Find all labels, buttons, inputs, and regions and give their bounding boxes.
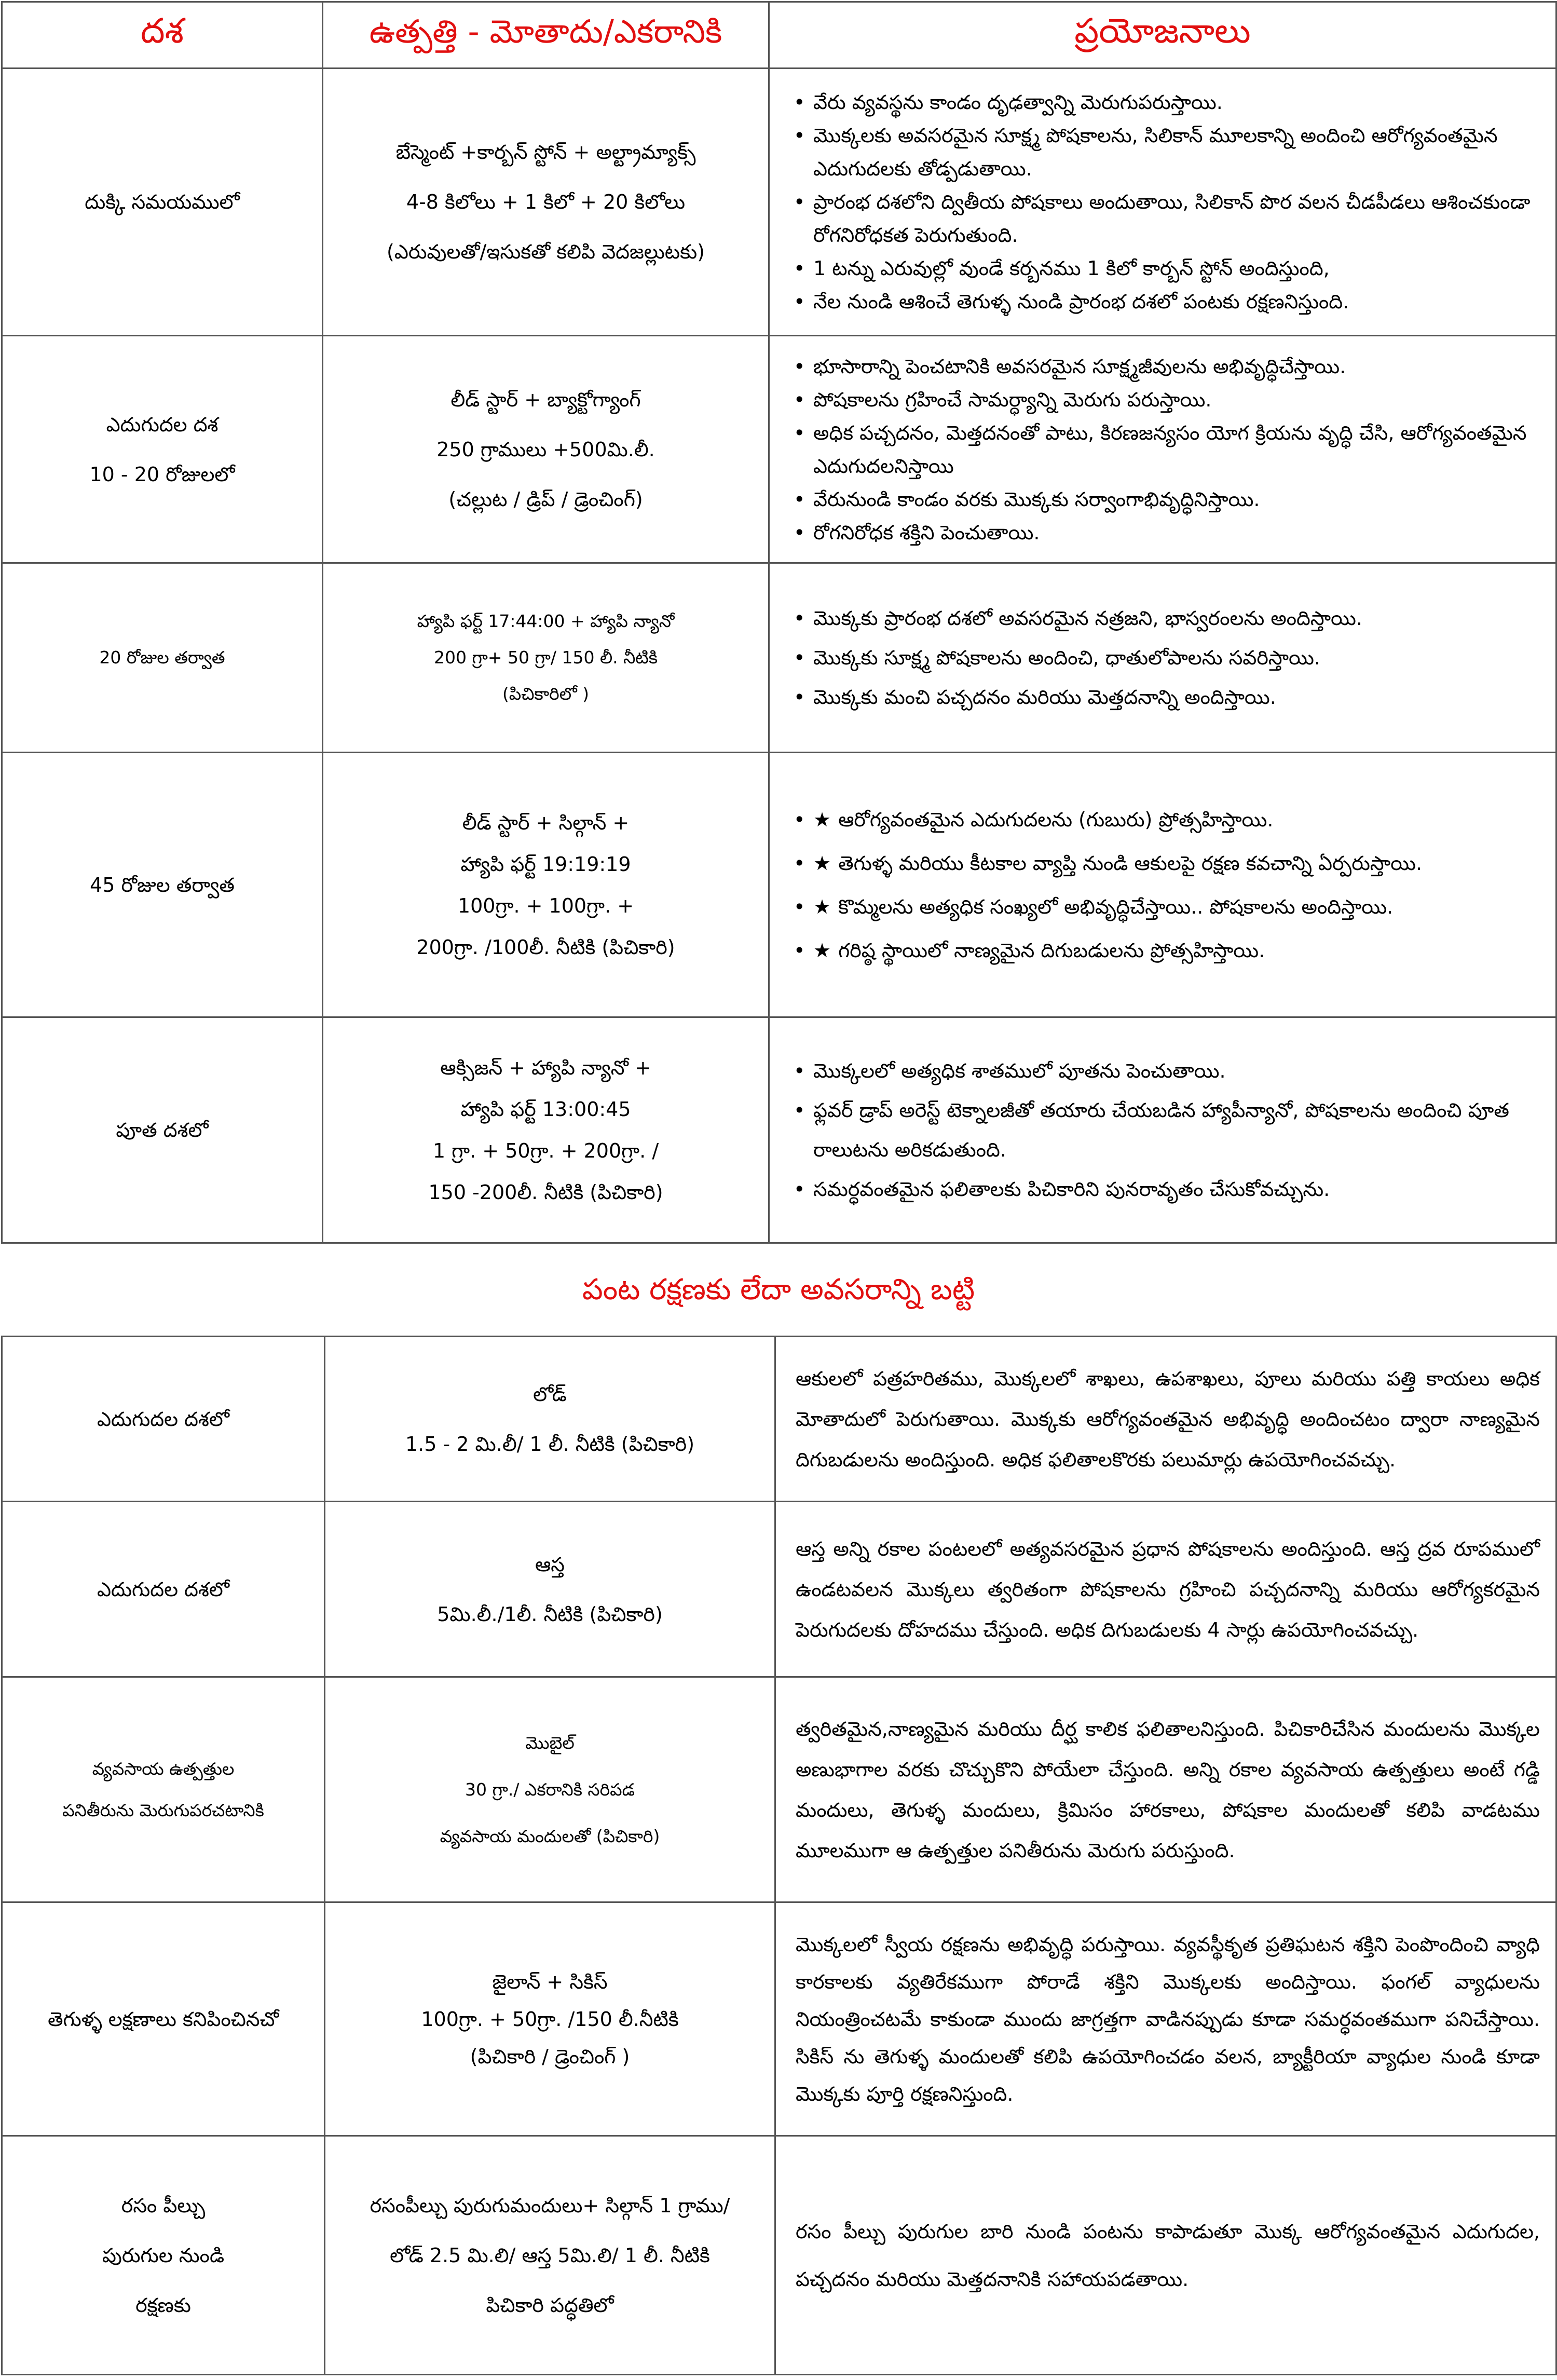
product-line: (ఎరువులతో/ఇసుకతో కలిపి వెదజల్లుటకు): [387, 240, 705, 263]
product-cell: [325, 1902, 775, 2136]
product-line: ఆస్త: [535, 1553, 565, 1576]
benefit-item: [790, 798, 1535, 841]
benefit-item: • ప్రారంభ దశలోని ద్వితీయ పోషకాలు అందుతాయి, సిలికాన్ పొర వలన చీడపీడలు ఆశించకుండా రోగనిరోధకత పెరుగుతుంది.: [790, 185, 1535, 252]
benefits-cell: [769, 1017, 1556, 1243]
benefit-item: • నేల నుండి ఆశించే తెగుళ్ళ నుండి ప్రారంభ దశలో పంటకు రక్షణనిస్తుంది.: [790, 285, 1535, 318]
star-icon: ★: [813, 851, 831, 875]
stage-line: ఎదుగుదల దశలో: [97, 1407, 229, 1431]
stage-line: తెగుళ్ళ లక్షణాలు కనిపించినచో: [47, 2007, 279, 2031]
benefit-item: • మొక్కలలో అత్యధిక శాతములో పూతను పెంచుతాయి.: [790, 1051, 1535, 1091]
product-line: 30 గ్రా./ ఎకరానికి సరిపడ: [465, 1779, 635, 1800]
product-cell: [325, 1337, 775, 1502]
product-line: 200గ్రా. /100లీ. నీటికి (పిచికారి): [416, 935, 675, 959]
benefit-item: • మొక్కకు మంచి పచ్చదనం మరియు మెత్తదనాన్ని అందిస్తాయి.: [790, 677, 1535, 717]
benefits-list: [790, 350, 1535, 549]
benefit-item: • పోషకాలను గ్రహించే సామర్ధ్యాన్ని మెరుగు పరుస్తాయి.: [790, 383, 1535, 416]
product-line: రసంపీల్చు పురుగుమందులు+ సిల్గాన్ 1 గ్రాము/: [370, 2194, 730, 2217]
table-row: [2, 1017, 1556, 1243]
product-cell: [325, 1677, 775, 1902]
benefits-list: [790, 1051, 1535, 1209]
benefit-item: • రోగనిరోధక శక్తిని పెంచుతాయి.: [790, 516, 1535, 549]
stage-line: రసం పీల్చు: [121, 2194, 206, 2217]
benefit-item: • భూసారాన్ని పెంచటానికి అవసరమైన సూక్ష్మజీవులను అభివృద్ధిచేస్తాయి.: [790, 350, 1535, 383]
section-title-crop-protection: పంట రక్షణకు లేదా అవసరాన్ని బట్టి: [582, 1273, 975, 1307]
benefits-cell: [769, 563, 1556, 753]
star-icon: ★: [813, 808, 831, 831]
header-stage: దశ: [2, 2, 323, 69]
product-line: బేస్మెంట్ +కార్బన్ స్టోన్ + అల్ట్రామ్యాక్స్: [395, 141, 696, 164]
product-line: లోడ్ 2.5 మి.లి/ ఆస్త 5మి.లి/ 1 లీ. నీటికి: [390, 2243, 710, 2267]
stage-line: వ్యవసాయ ఉత్పత్తుల: [92, 1758, 235, 1779]
table-row: [2, 69, 1556, 336]
stage-cell: [2, 1337, 325, 1502]
stage-cell: [2, 1017, 323, 1243]
stage-line: పురుగుల నుండి: [102, 2243, 225, 2267]
benefits-cell: [769, 753, 1556, 1017]
stage-line: రక్షణకు: [135, 2293, 191, 2317]
product-line: 5మి.లీ./1లీ. నీటికి (పిచికారి): [437, 1602, 663, 1626]
description-cell: త్వరితమైన,నాణ్యమైన మరియు దీర్ఘ కాలిక ఫలితాలనిస్తుంది. పిచికారిచేసిన మందులను మొక్కల అణుభాగాల వరకు చొచ్చుకొని పోయేలా చేస్తుంది. అన్ని రకాల వ్యవసాయ ఉత్పత్తులు అంటే గడ్డి మందులు, తెగుళ్ళ మందులు, క్రిమిసం హారకాలు, పోషకాల మందులతో కలిపి వాడటము మూలముగా ఆ ఉత్పత్తుల పనితీరును మెరుగు పరుస్తుంది.: [775, 1677, 1556, 1902]
benefit-item: • 1 టన్ను ఎరువుల్లో వుండే కర్బనము 1 కిలో కార్బన్ స్టోన్ అందిస్తుంది,: [790, 252, 1535, 285]
product-line: హ్యాపి ఫర్ట్ 17:44:00 + హ్యాపి న్యానో: [417, 611, 675, 631]
product-line: (చల్లుట / డ్రిప్ / డ్రెంచింగ్): [448, 487, 643, 511]
product-line: హ్యాపి ఫర్ట్ 13:00:45: [460, 1098, 631, 1121]
stage-line: పూత దశలో: [116, 1119, 209, 1141]
product-line: పిచికారి పద్ధతిలో: [486, 2293, 614, 2317]
description-cell: ఆకులలో పత్రహరితము, మొక్కలలో శాఖలు, ఉపశాఖలు, పూలు మరియు పత్తి కాయలు అధిక మోతాదులో పెరుగుతాయి. మొక్కకు ఆరోగ్యవంతమైన అభివృద్ధి అందించటం ద్వారా నాణ్యమైన దిగుబడులను అందిస్తుంది. అధిక ఫలితాలకొరకు పలుమార్లు ఉపయోగించవచ్చు.: [775, 1337, 1556, 1502]
product-line: 1.5 - 2 మి.లీ/ 1 లీ. నీటికి (పిచికారి): [405, 1432, 695, 1456]
description-cell: మొక్కలలో స్వీయ రక్షణను అభివృద్ధి పరుస్తాయి. వ్యవస్థీకృత ప్రతిఘటన శక్తిని పెంపొందించి వ్యాధి కారకాలకు వ్యతిరేకముగా పోరాడే శక్తిని మొక్కలకు అందిస్తాయి. ఫంగల్ వ్యాధులను నియంత్రించటమే కాకుండా ముందు జాగ్రత్తగా వాడినప్పుడు కూడా సమర్ధవంతముగా పనిచేస్తాయి. సికిస్ ను తెగుళ్ళ మందులతో కలిపి ఉపయోగించడం వలన, బ్యాక్టీరియా వ్యాధుల నుండి కూడా మొక్కకు పూర్తి రక్షణనిస్తుంది.: [775, 1902, 1556, 2136]
star-icon: ★: [813, 895, 831, 918]
description-cell: రసం పీల్చు పురుగుల బారి నుండి పంటను కాపాడుతూ మొక్క ఆరోగ్యవంతమైన ఎదుగుదల, పచ్చదనం మరియు మెత్తదనానికి సహాయపడతాయి.: [775, 2136, 1556, 2375]
product-cell: [323, 753, 769, 1017]
stage-line: 45 రోజుల తర్వాత: [90, 873, 235, 896]
benefit-item: • మొక్కకు సూక్ష్మ పోషకాలను అందించి, ధాతులోపాలను సవరిస్తాయి.: [790, 638, 1535, 677]
table-row: [2, 753, 1556, 1017]
benefit-item: [790, 841, 1535, 885]
benefit-item: • మొక్కలకు అవసరమైన సూక్ష్మ పోషకాలను, సిలికాన్ మూలకాన్ని అందించి ఆరోగ్యవంతమైన ఎదుగుదలకు తోడ్పడుతాయి.: [790, 119, 1535, 185]
product-line: 150 -200లీ. నీటికి (పిచికారి): [428, 1181, 663, 1204]
benefit-item: • సమర్ధవంతమైన ఫలితాలకు పిచికారిని పునరావృతం చేసుకోవచ్చును.: [790, 1169, 1535, 1209]
product-line: లీడ్ స్టార్ + సిల్గాన్ +: [462, 811, 630, 834]
benefit-item: • అధిక పచ్చదనం, మెత్తదనంతో పాటు, కిరణజన్యసం యోగ క్రియను వృద్ధి చేసి, ఆరోగ్యవంతమైన ఎదుగుదలనిస్తాయి: [790, 416, 1535, 483]
table-row: [2, 1902, 1556, 2136]
table-row: [2, 2136, 1556, 2375]
product-cell: [323, 1017, 769, 1243]
benefit-text: గరిష్ఠ స్థాయిలో నాణ్యమైన దిగుబడులను ప్రోత్సహిస్తాయి.: [838, 939, 1265, 962]
description-cell: ఆస్త అన్ని రకాల పంటలలో అత్యవసరమైన ప్రధాన పోషకాలను అందిస్తుంది. ఆస్త ద్రవ రూపములో ఉండటవలన మొక్కలు త్వరితంగా పోషకాలను గ్రహించి పచ్చదనాన్ని మరియు ఆరోగ్యకరమైన పెరుగుదలకు దోహదము చేస్తుంది. అధిక దిగుబడులకు 4 సార్లు ఉపయోగించవచ్చు.: [775, 1502, 1556, 1677]
table-row: [2, 336, 1556, 563]
product-line: (పిచికారి / డ్రెంచింగ్ ): [470, 2045, 630, 2068]
product-line: మొబైల్: [525, 1732, 575, 1753]
product-line: 100గ్రా. + 100గ్రా. +: [457, 894, 634, 917]
benefits-cell: [769, 336, 1556, 563]
crop-protection-table: [1, 1336, 1557, 2375]
stage-line: పనితీరును మెరుగుపరచటానికి: [62, 1800, 264, 1820]
product-line: హ్యాపి ఫర్ట్ 19:19:19: [460, 852, 631, 876]
product-cell: [323, 563, 769, 753]
benefit-item: • వేరు వ్యవస్థను కాండం దృఢత్వాన్ని మెరుగుపరుస్తాయి.: [790, 86, 1535, 119]
star-icon: ★: [813, 939, 831, 962]
stage-line: 20 రోజుల తర్వాత: [99, 647, 225, 668]
product-line: లీడ్ స్టార్ + బ్యాక్టోగ్యాంగ్: [450, 388, 641, 411]
product-line: (పిచికారిలో ): [502, 684, 590, 704]
stage-product-table: [1, 1, 1557, 1244]
stage-line: ఎదుగుదల దశలో: [97, 1577, 229, 1601]
benefits-list: [790, 86, 1535, 318]
product-line: 100గ్రా. + 50గ్రా. /150 లీ.నీటికి: [421, 2007, 679, 2031]
header-benefits: ప్రయోజనాలు: [769, 2, 1556, 69]
stage-line: దుక్కి సమయములో: [85, 191, 240, 213]
table-row: [2, 1502, 1556, 1677]
benefit-text: తెగుళ్ళ మరియు కీటకాల వ్యాప్తి నుండి ఆకులపై రక్షణ కవచాన్ని ఏర్పరుస్తాయి.: [838, 851, 1423, 875]
stage-cell: [2, 753, 323, 1017]
product-cell: [323, 336, 769, 563]
product-line: ఆక్సిజన్ + హ్యాపి న్యానో +: [440, 1056, 651, 1079]
product-line: లోడ్: [533, 1382, 567, 1406]
benefit-item: • ఫ్లవర్ డ్రాప్ అరెస్ట్ టెక్నాలజీతో తయారు చేయబడిన హ్యాపీన్యానో, పోషకాలను అందించి పూత రాలుటను అరికడుతుంది.: [790, 1091, 1535, 1169]
stage-cell: [2, 2136, 325, 2375]
stage-cell: [2, 1502, 325, 1677]
table-row: [2, 1337, 1556, 1502]
stage-cell: [2, 69, 323, 336]
product-line: 1 గ్రా. + 50గ్రా. + 200గ్రా. /: [432, 1139, 659, 1162]
benefits-cell: [769, 69, 1556, 336]
product-line: వ్యవసాయ మందులతో (పిచికారి): [440, 1826, 660, 1846]
stage-line: 10 - 20 రోజులలో: [89, 463, 235, 486]
benefit-text: కొమ్మలను అత్యధిక సంఖ్యలో అభివృద్ధిచేస్తాయి.. పోషకాలను అందిస్తాయి.: [838, 895, 1394, 918]
product-line: 4-8 కిలోలు + 1 కిలో + 20 కిలోలు: [406, 191, 686, 213]
stage-cell: [2, 1902, 325, 2136]
product-cell: [325, 2136, 775, 2375]
stage-cell: [2, 336, 323, 563]
benefits-list: [790, 599, 1535, 717]
stage-line: ఎదుగుదల దశ: [106, 413, 218, 436]
benefits-list: [790, 798, 1535, 972]
stage-cell: [2, 563, 323, 753]
benefit-text: ఆరోగ్యవంతమైన ఎదుగుదలను (గుబురు) ప్రోత్సహిస్తాయి.: [838, 808, 1274, 831]
benefit-item: [790, 929, 1535, 972]
stage-cell: [2, 1677, 325, 1902]
table-row: [2, 1677, 1556, 1902]
benefit-item: [790, 885, 1535, 929]
product-cell: [325, 1502, 775, 1677]
product-line: 200 గ్రా+ 50 గ్రా/ 150 లీ. నీటికి: [433, 647, 658, 668]
table-header-row: [2, 2, 1556, 69]
product-cell: [323, 69, 769, 336]
benefit-item: • మొక్కకు ప్రారంభ దశలో అవసరమైన నత్రజని, భాస్వరంలను అందిస్తాయి.: [790, 599, 1535, 638]
benefit-item: • వేరునుండి కాండం వరకు మొక్కకు సర్వాంగాభివృద్ధినిస్తాయి.: [790, 483, 1535, 516]
product-line: 250 గ్రాములు +500మి.లీ.: [436, 438, 655, 461]
table-row: [2, 563, 1556, 753]
header-product-dose: ఉత్పత్తి - మోతాదు/ఎకరానికి: [323, 2, 769, 69]
product-line: జైలాన్ + సికిస్: [492, 1970, 608, 1993]
